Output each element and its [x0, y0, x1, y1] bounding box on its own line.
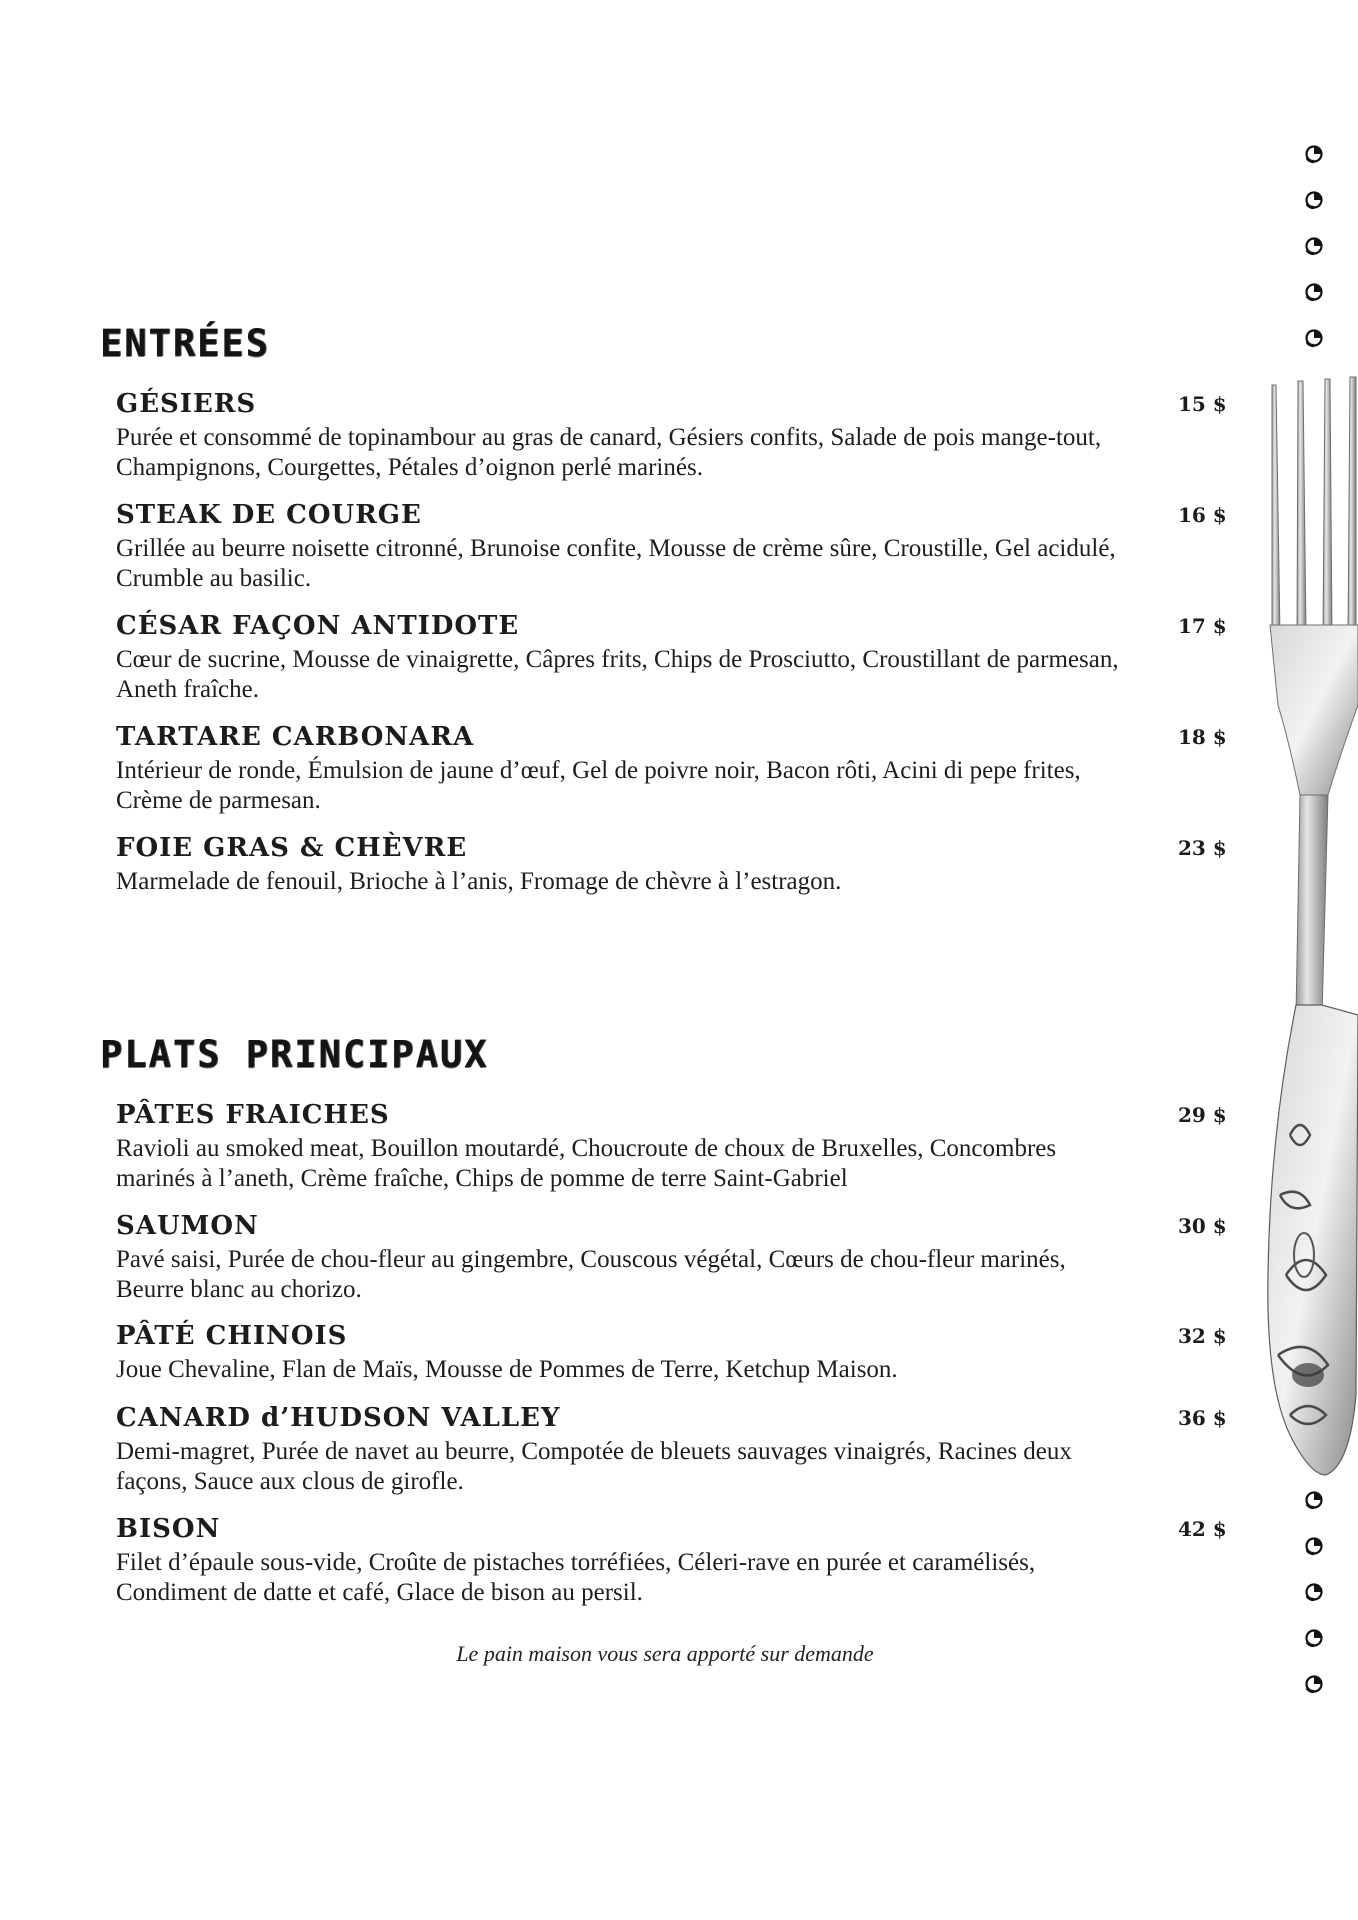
binder-ring-icon	[1304, 1674, 1324, 1694]
fork-head	[1270, 625, 1358, 795]
dish-price: 32 $	[1178, 1324, 1227, 1348]
fork-tine	[1348, 377, 1356, 635]
binder-ring-icon	[1304, 282, 1324, 302]
fork-tine	[1297, 381, 1306, 635]
fork-handle	[1268, 1005, 1358, 1475]
menu-item	[116, 611, 1226, 705]
dish-price: 15 $	[1178, 392, 1227, 416]
dish-description: Pavé saisi, Purée de chou-fleur au gingembre, Couscous végétal, Cœurs de chou-fleur marinés, Beurre blanc au chorizo.	[116, 1246, 1066, 1303]
menu-item	[116, 1403, 1226, 1497]
dish-description: Intérieur de ronde, Émulsion de jaune d’œuf, Gel de poivre noir, Bacon rôti, Acini di pepe frites, Crème de parmesan.	[116, 757, 1081, 814]
dish-name: PÂTES FRAICHES	[116, 1100, 390, 1130]
dish-description: Cœur de sucrine, Mousse de vinaigrette, Câpres frits, Chips de Prosciutto, Croustillant de parmesan, Aneth fraîche.	[116, 646, 1119, 703]
binder-ring-icon	[1304, 236, 1324, 256]
dish-description: Ravioli au smoked meat, Bouillon moutardé, Choucroute de choux de Bruxelles, Concombres marinés à l’aneth, Crème fraîche, Chips de pomme de terre Saint-Gabriel	[116, 1135, 1057, 1192]
section-title-entrees: ENTRÉES	[100, 322, 270, 365]
fork-tine	[1323, 379, 1332, 635]
menu-item	[116, 1100, 1226, 1194]
binder-ring-icon	[1304, 1582, 1324, 1602]
dish-description: Demi-magret, Purée de navet au beurre, Compotée de bleuets sauvages vinaigrés, Racines deux façons, Sauce aux clous de girofle.	[116, 1438, 1072, 1495]
dish-name: GÉSIERS	[116, 389, 257, 419]
binder-ring-icon	[1304, 1628, 1324, 1648]
dish-price: 16 $	[1178, 503, 1227, 527]
fork-illustration	[1250, 375, 1358, 1495]
dish-price: 29 $	[1178, 1103, 1227, 1127]
dish-name: CANARD d’HUDSON VALLEY	[116, 1403, 561, 1433]
binder-ring-icon	[1304, 328, 1324, 348]
dish-name: CÉSAR FAÇON ANTIDOTE	[116, 611, 520, 641]
dish-price: 42 $	[1178, 1517, 1227, 1541]
binder-ring-icon	[1304, 1536, 1324, 1556]
menu-item	[116, 1211, 1226, 1305]
dish-price: 18 $	[1178, 725, 1227, 749]
dish-price: 30 $	[1178, 1214, 1227, 1238]
fork-tine	[1272, 385, 1280, 635]
dish-description: Filet d’épaule sous-vide, Croûte de pistaches torréfiées, Céleri-rave en purée et caramélisés, Condiment de datte et café, Glace de bison au persil.	[116, 1549, 1036, 1606]
dish-name: STEAK DE COURGE	[116, 500, 422, 530]
menu-item	[116, 1514, 1226, 1608]
dish-name: TARTARE CARBONARA	[116, 722, 475, 752]
menu-item	[116, 722, 1226, 816]
dish-name: BISON	[116, 1514, 221, 1544]
binder-ring-icon	[1304, 144, 1324, 164]
dish-description: Grillée au beurre noisette citronné, Brunoise confite, Mousse de crème sûre, Croustille, Gel acidulé, Crumble au basilic.	[116, 535, 1116, 592]
section-title-plats-principaux: PLATS PRINCIPAUX	[100, 1033, 489, 1076]
dish-name: FOIE GRAS & CHÈVRE	[116, 833, 468, 863]
dish-name: SAUMON	[116, 1211, 259, 1241]
binder-ring-icon	[1304, 190, 1324, 210]
dish-description: Purée et consommé de topinambour au gras de canard, Gésiers confits, Salade de pois mange-tout, Champignons, Courgettes, Pétales d’oignon perlé marinés.	[116, 424, 1102, 481]
menu-item	[116, 389, 1226, 483]
dish-description: Marmelade de fenouil, Brioche à l’anis, Fromage de chèvre à l’estragon.	[116, 868, 842, 895]
dish-price: 23 $	[1178, 836, 1227, 860]
dish-description: Joue Chevaline, Flan de Maïs, Mousse de Pommes de Terre, Ketchup Maison.	[116, 1356, 898, 1383]
menu-item	[116, 833, 1226, 897]
dish-price: 36 $	[1178, 1406, 1227, 1430]
menu-item	[116, 500, 1226, 594]
dish-price: 17 $	[1178, 614, 1227, 638]
footer-note: Le pain maison vous sera apporté sur demande	[456, 1641, 874, 1666]
menu-item	[116, 1321, 1226, 1385]
fork-neck	[1296, 795, 1328, 1015]
dish-name: PÂTÉ CHINOIS	[116, 1321, 348, 1351]
